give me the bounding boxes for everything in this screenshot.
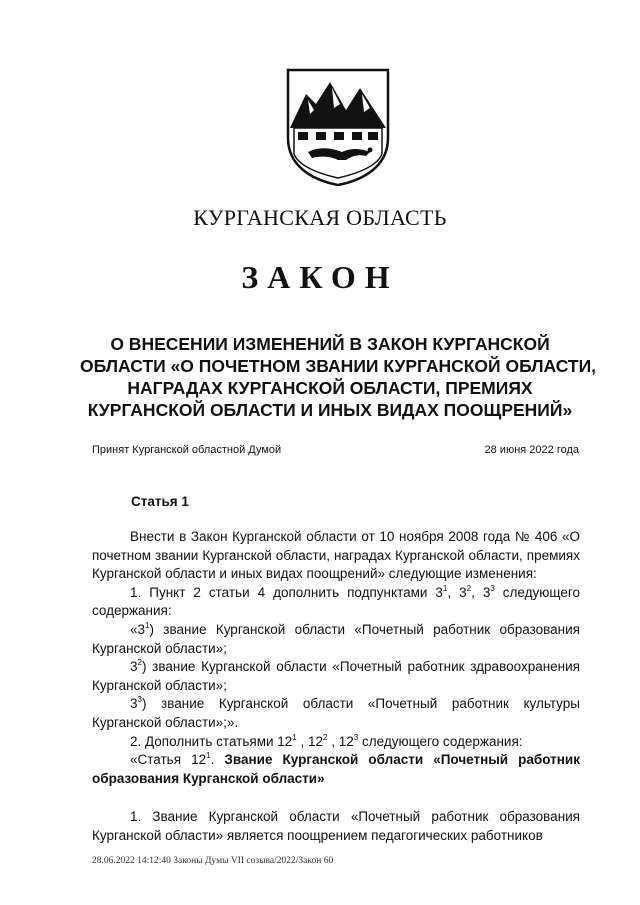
title-line: О ВНЕСЕНИИ ИЗМЕНЕНИЙ В ЗАКОН КУРГАНСКОЙ bbox=[110, 334, 550, 354]
subitem-3-1: «$3^1$) звание Курганской области «Почетный работник образования Курганской области»; bbox=[92, 620, 580, 656]
article-heading: Статья 1 bbox=[131, 494, 189, 509]
article-body bbox=[92, 528, 580, 846]
coat-of-arms-icon bbox=[286, 68, 390, 186]
article-12-1-heading: «Статья $12^1$. Звание Курганской области «Почетный работник образования Курганской области» bbox=[92, 751, 580, 786]
adoption-date: 28 июня 2022 года bbox=[484, 444, 579, 456]
region-name: КУРГАНСКАЯ ОБЛАСТЬ bbox=[193, 205, 447, 230]
law-title bbox=[80, 333, 597, 421]
item-1: 1. Пункт 2 статьи 4 дополнить подпунктами $3^1$, $3^2$, $3^3$ следующего содержания: bbox=[92, 583, 580, 619]
article-12-1-paragraph-1: 1. Звание Курганской области «Почетный работник образования Курганской области» является поощрением педагогических работников bbox=[92, 809, 580, 843]
document-type: ЗАКОН bbox=[241, 259, 399, 295]
adopted-by: Принят Курганской областной Думой bbox=[92, 444, 282, 456]
subitem-3-3: $3^3$) звание Курганской области «Почетный работник культуры Курганской области»;». bbox=[92, 695, 580, 730]
item-2: 2. Дополнить статьями $12^1$ , $12^2$ , $12^3$ следующего содержания: bbox=[130, 732, 523, 749]
subitem-3-2: $3^2$) звание Курганской области «Почетный работник здравоохранения Курганской области»; bbox=[92, 658, 580, 693]
title-line: КУРГАНСКОЙ ОБЛАСТИ И ИНЫХ ВИДАХ ПООЩРЕНИЙ» bbox=[87, 400, 573, 420]
document-footer: 28.06.2022 14:12:40 Законы Думы VII созыва/2022/Закон 60 bbox=[92, 856, 334, 866]
title-line: НАГРАДАХ КУРГАНСКОЙ ОБЛАСТИ, ПРЕМИЯХ bbox=[127, 378, 533, 398]
title-line: ОБЛАСТИ «О ПОЧЕТНОМ ЗВАНИИ КУРГАНСКОЙ ОБЛАСТИ, bbox=[80, 356, 597, 376]
intro-paragraph: Внести в Закон Курганской области от 10 ноября 2008 года № 406 «О почетном звании Курганской области, наградах Курганской области, премиях Курганской области и иных видах поощрений» следующие изменения: bbox=[92, 529, 580, 582]
